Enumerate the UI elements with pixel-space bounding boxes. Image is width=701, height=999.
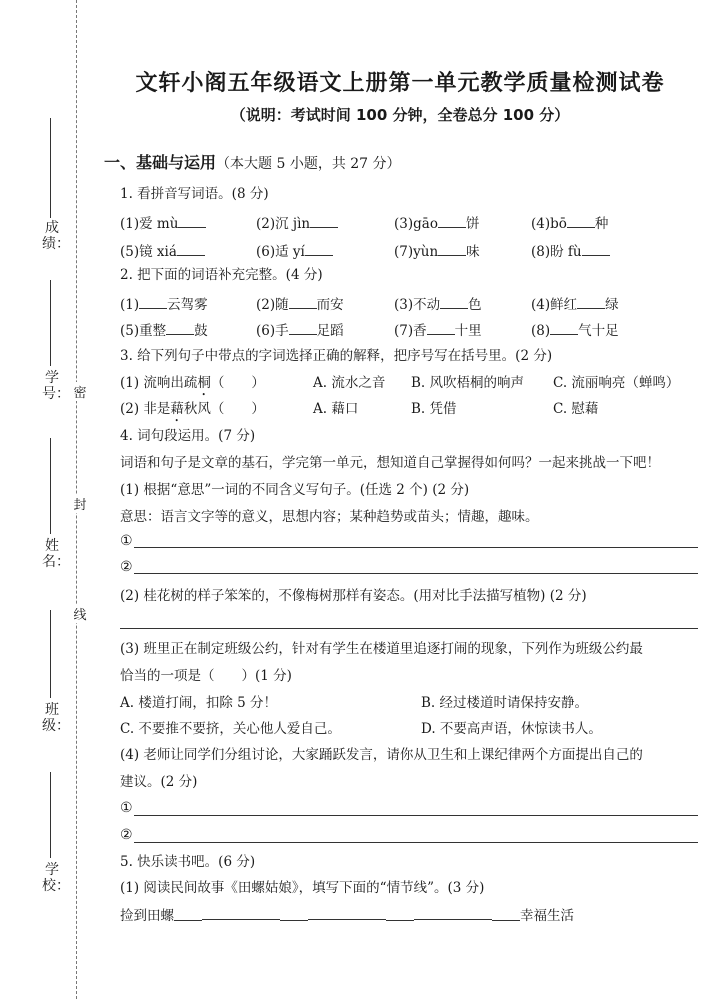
name-field: [42, 438, 70, 588]
answer-marker: ②: [120, 827, 133, 843]
q4-part4: (4) 老师让同学们分组讨论，大家踊跃发言，请你从卫生和上课纪律两个方面提出自己的: [120, 747, 643, 763]
score-field: [42, 118, 70, 278]
answer-line[interactable]: [134, 547, 698, 548]
q1-item: (3)gāo 饼: [394, 213, 479, 233]
q4-option[interactable]: D. 不要高声语，休惊读书人。: [421, 721, 602, 737]
q4-option[interactable]: C. 不要推不要挤，关心他人爱自己。: [120, 721, 341, 737]
school-label: 学校：: [42, 862, 70, 894]
answer-line[interactable]: [120, 628, 698, 629]
score-label: 成绩：: [42, 220, 70, 252]
plot-line: [120, 904, 574, 924]
page-subtitle: （说明：考试时间 100 分钟，全卷总分 100 分）: [230, 106, 570, 124]
q2-item: (6)手 足蹈: [256, 320, 344, 340]
name-label: 姓名：: [42, 538, 70, 570]
answer-line[interactable]: [134, 842, 698, 843]
q1-item: (1)爱 mù: [120, 213, 206, 233]
q1-item: (6)适 yí: [256, 241, 333, 261]
q4-part1: (1) 根据“意思”一词的不同含义写句子。(任选 2 个) (2 分): [120, 482, 470, 498]
answer-blank[interactable]: [427, 320, 455, 335]
q3-option[interactable]: C. 慰藉: [553, 401, 599, 417]
answer-blank[interactable]: [438, 213, 466, 228]
seal-char-feng: 封: [72, 494, 88, 513]
answer-marker: ①: [120, 533, 133, 549]
q5-part1: (1) 阅读民间故事《田螺姑娘》，填写下面的“情节线”。(3 分): [120, 880, 485, 896]
answer-blank[interactable]: [567, 213, 595, 228]
answer-blank[interactable]: [177, 241, 205, 256]
answer-blank[interactable]: [305, 241, 333, 256]
q1-item: (2)沉 jìn: [256, 213, 338, 233]
student-id-label: 学号：: [42, 370, 70, 402]
q3-question: (2) 非是藉秋风（ ）: [120, 401, 265, 417]
binding-gutter: [0, 0, 92, 999]
q1-item: (5)镜 xiá: [120, 241, 205, 261]
page-title: 文轩小阁五年级语文上册第一单元教学质量检测试卷: [135, 70, 665, 96]
q2-item: (4)鲜红 绿: [531, 294, 619, 314]
plot-blank[interactable]: [414, 905, 492, 920]
q4-option[interactable]: B. 经过楼道时请保持安静。: [421, 695, 589, 711]
q4-part2: (2) 桂花树的样子笨笨的，不像梅树那样有姿态。(用对比手法描写植物) (2 分): [120, 588, 587, 604]
q2-item: (7)香 十里: [394, 320, 482, 340]
q4-meanings: 意思：语言文字等的意义，思想内容；某种趋势或苗头；情趣，趣味。: [120, 509, 539, 525]
answer-blank[interactable]: [550, 320, 578, 335]
q4-part3-cont: 恰当的一项是（ ）(1 分): [120, 668, 292, 684]
answer-blank[interactable]: [577, 294, 605, 309]
q3-option[interactable]: C. 流丽响亮（蝉鸣）: [553, 375, 680, 391]
dotted-char: 藉: [170, 401, 184, 417]
student-id-field: [42, 280, 70, 430]
q3-option[interactable]: B. 凭借: [411, 401, 457, 417]
answer-blank[interactable]: [166, 320, 194, 335]
dotted-char: 桐: [197, 375, 211, 391]
answer-blank[interactable]: [289, 294, 317, 309]
q4-intro: 词语和句子是文章的基石，学完第一单元，想知道自己掌握得如何吗？一起来挑战一下吧！: [120, 455, 660, 471]
school-field: [42, 772, 70, 932]
answer-line[interactable]: [134, 815, 698, 816]
q1-stem: 1. 看拼音写词语。(8 分): [120, 186, 269, 202]
q4-option[interactable]: A. 楼道打闹，扣除 5 分！: [120, 695, 278, 711]
answer-blank[interactable]: [178, 213, 206, 228]
q3-option[interactable]: A. 藉口: [313, 401, 359, 417]
q4-part4-cont: 建议。(2 分): [120, 774, 198, 790]
answer-blank[interactable]: [310, 213, 338, 228]
class-field: [42, 610, 70, 770]
plot-blank[interactable]: [202, 905, 280, 920]
q3-option[interactable]: A. 流水之音: [313, 375, 386, 391]
q2-item: (1) 云驾雾: [120, 294, 208, 314]
section-title: 一、基础与运用: [104, 153, 217, 172]
answer-blank[interactable]: [438, 241, 466, 256]
q4-part3: (3) 班里正在制定班级公约，针对有学生在楼道里追逐打闹的现象，下列作为班级公约最: [120, 641, 643, 657]
q2-item: (5)重整 鼓: [120, 320, 208, 340]
answer-marker: ②: [120, 559, 133, 575]
section-note: （本大题 5 小题，共 27 分）: [216, 156, 401, 172]
answer-marker: ①: [120, 800, 133, 816]
answer-blank[interactable]: [582, 241, 610, 256]
q3-stem: 3. 给下列句子中带点的字词选择正确的解释，把序号写在括号里。(2 分): [120, 348, 553, 364]
q1-item: (8)盼 fù: [531, 241, 610, 261]
seal-char-xian: 线: [72, 604, 88, 623]
answer-line[interactable]: [134, 573, 698, 574]
q1-item: (7)yùn 味: [394, 241, 480, 261]
q2-item: (2)随 而安: [256, 294, 344, 314]
q3-option[interactable]: B. 风吹梧桐的响声: [411, 375, 525, 391]
q2-item: (3)不动 色: [394, 294, 482, 314]
plot-start: 捡到田螺: [120, 908, 174, 924]
q1-item: (4)bō 种: [531, 213, 608, 233]
plot-blank[interactable]: [308, 905, 386, 920]
class-label: 班级：: [42, 702, 70, 734]
answer-blank[interactable]: [440, 294, 468, 309]
seal-char-mi: 密: [72, 382, 88, 401]
q4-stem: 4. 词句段运用。(7 分): [120, 428, 256, 444]
q2-stem: 2. 把下面的词语补充完整。(4 分): [120, 267, 323, 283]
section-heading: [104, 154, 401, 173]
answer-blank[interactable]: [139, 294, 167, 309]
q2-item: (8) 气十足: [531, 320, 619, 340]
plot-end: 幸福生活: [520, 908, 574, 924]
q5-stem: 5. 快乐读书吧。(6 分): [120, 854, 256, 870]
answer-blank[interactable]: [289, 320, 317, 335]
q3-question: (1) 流响出疏桐（ ）: [120, 375, 265, 391]
